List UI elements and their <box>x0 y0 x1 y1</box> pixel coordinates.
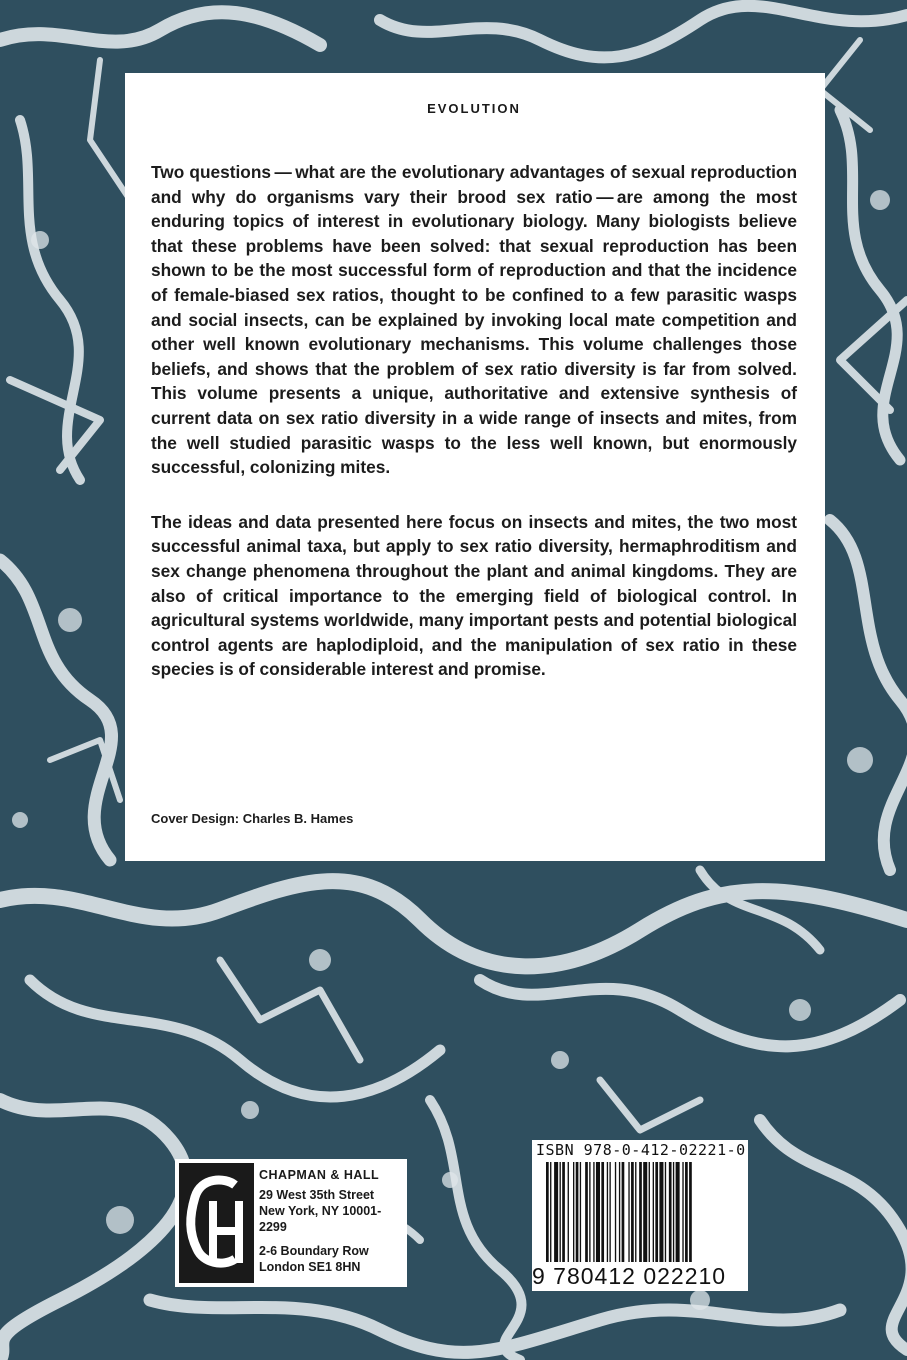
publisher-name: CHAPMAN & HALL <box>259 1168 380 1182</box>
uk-address-line-2: London SE1 8HN <box>259 1260 361 1274</box>
barcode-icon <box>546 1162 736 1264</box>
description-paragraph-1: Two questions — what are the evolutionary advantages of sexual reproduction and why do organisms vary their brood sex ratio — are among the most enduring topics of interest in evolutionary biology. Many biologists believe that these problems have been solved: that sexual reproduction has been shown to be the most successful form of reproduction and that the incidence of female-biased sex ratios, thought to be confined to a few parasitic wasps and social insects, can be explained by invoking local mate competition and other well known evolutionary mechanisms. This volume challenges those beliefs, and shows that the problem of sex ratio diversity is far from solved. This volume presents a unique, authoritative and extensive synthesis of current data on sex ratio diversity in a wide range of insects and mites, from the well studied parasitic wasps to the less well known, but enormously successful, colonizing mites. <box>151 162 797 478</box>
us-address-line-2: New York, NY 10001-2299 <box>259 1204 382 1234</box>
barcode-area <box>532 1140 748 1291</box>
publisher-imprint <box>175 1159 407 1287</box>
description-paragraph-2: The ideas and data presented here focus on insects and mites, the two most successful animal taxa, but apply to sex ratio diversity, hermaphroditism and sex change phenomena throughout the plant and animal kingdoms. They are also of critical importance to the emerging field of biological control. In agricultural systems worldwide, many important pests and potential biological control agents are haplodiploid, and the manipulation of sex ratio in these species is of considerable interest and promise. <box>151 511 797 680</box>
description-panel <box>125 73 825 861</box>
publisher-address-block <box>259 1167 407 1275</box>
cover-credit: Cover Design: Charles B. Hames <box>151 811 354 826</box>
barcode-digits: 9 780412 022210 <box>532 1263 727 1289</box>
isbn-label: ISBN 978-0-412-02221-0 <box>536 1141 746 1159</box>
uk-address-line-1: 2-6 Boundary Row <box>259 1244 369 1258</box>
publisher-logo <box>179 1163 254 1283</box>
us-address-line-1: 29 West 35th Street <box>259 1188 375 1202</box>
series-title: EVOLUTION <box>427 101 521 116</box>
